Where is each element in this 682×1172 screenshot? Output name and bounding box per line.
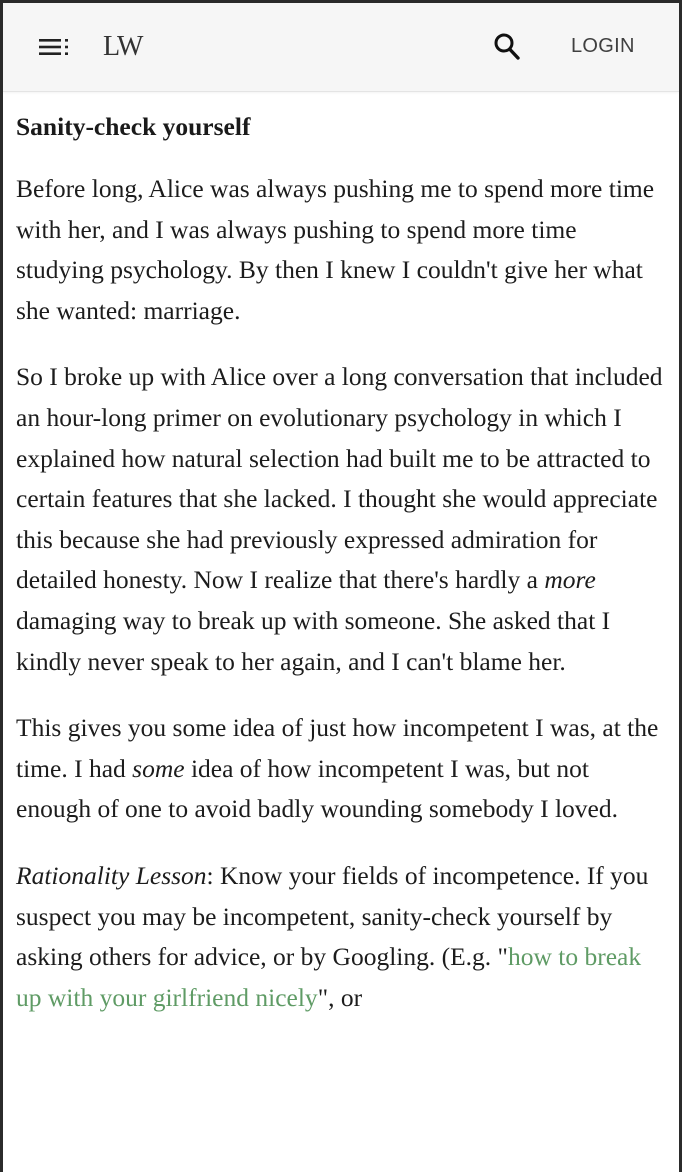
paragraph-4-text-a: : Know your fields of incompetence. If you suspect you may be incompetent, sanity-check yourself by asking others for advice, or by Googling. (E.g. " — [16, 860, 649, 972]
search-example-link[interactable]: how to break up with your girlfriend nicely — [16, 942, 642, 1012]
search-icon[interactable] — [493, 32, 521, 62]
paragraph-3-text-a: This gives you some idea of just how incompetent I was, at the time. I had — [16, 713, 659, 783]
paragraph-2 — [16, 357, 668, 682]
section-heading: Sanity-check yourself — [16, 112, 251, 141]
paragraph-2-text-b: damaging way to break up with someone. She asked that I kindly never speak to her again, and I can't blame her. — [16, 605, 611, 676]
paragraph-2-text-a: So I broke up with Alice over a long conversation that included an hour-long primer on evolutionary psychology in which I explained how natural selection had built me to be attracted to certain features that she lacked. I thought she would appreciate this because she had previously expressed admiration for detailed honesty. Now I realize that there's hardly a — [16, 362, 663, 595]
paragraph-3-text-b: idea of how incompetent I was, but not enough of one to avoid badly wounding somebody I loved. — [16, 753, 618, 824]
emphasis-some: some — [132, 753, 185, 783]
lesson-label: Rationality Lesson — [16, 860, 207, 890]
paragraph-4 — [16, 856, 668, 1018]
paragraph-1: Before long, Alice was always pushing me to spend more time with her, and I was always pushing to spend more time studying psychology. By then I knew I couldn't give her what she wanted: marriage. — [16, 174, 655, 325]
emphasis-more: more — [544, 565, 596, 595]
top-header — [3, 3, 679, 92]
paragraph-3 — [16, 708, 668, 830]
article-body — [16, 107, 668, 1044]
menu-icon[interactable] — [39, 38, 71, 56]
login-button[interactable]: LOGIN — [571, 35, 635, 57]
paragraph-4-text-b: ", or — [317, 982, 363, 1012]
site-logo[interactable]: LW — [103, 31, 143, 62]
